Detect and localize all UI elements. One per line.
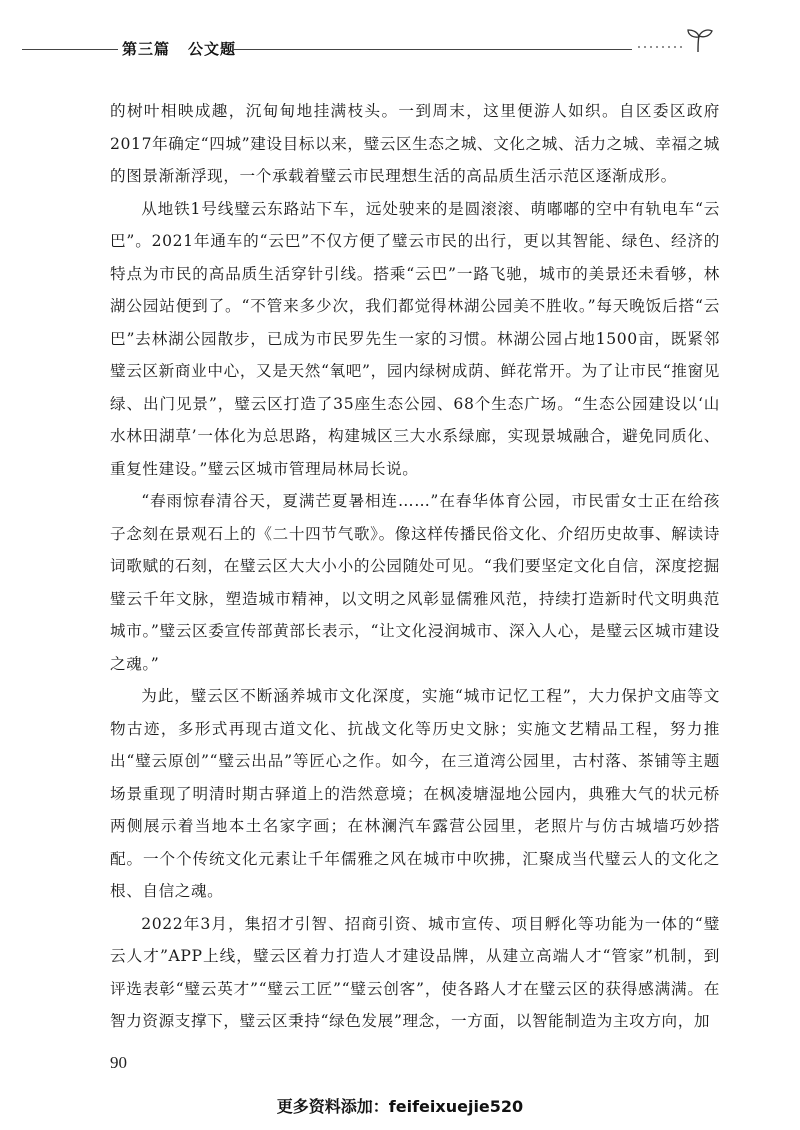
header-dots (636, 44, 686, 50)
footer-note: 更多资料添加：feifeixuejie520 (276, 1097, 524, 1116)
running-header (122, 38, 236, 59)
paragraph: 为此，璧云区不断涵养城市文化深度，实施“城市记忆工程”，大力保护文庙等文物古迹，多形式再现古道文化、抗战文化等历史文脉；实施文艺精品工程，努力推出“璧云原创”“璧云出品”等匠心之作。如今，在三道湾公园里，古村落、茶铺等主题场景重现了明清时期古驿道上的浩然意境；在枫凌塘湿地公园内，典雅大气的状元桥两侧展示着当地本土名家字画；在林澜汽车露营公园里，老照片与仿古城墙巧妙搭配。一个个传统文化元素让千年儒雅之风在城市中吹拂，汇聚成当代璧云人的文化之根、自信之魂。 (110, 687, 720, 900)
paragraph: 的树叶相映成趣，沉甸甸地挂满枝头。一到周末，这里便游人如织。自区委区政府2017年确定“四城”建设目标以来，璧云区生态之城、文化之城、活力之城、幸福之城的图景渐渐浮现，一个承载着璧云市民理想生活的高品质生活示范区逐渐成形。 (110, 102, 720, 185)
header-part: 第三篇 (122, 40, 171, 58)
header-section: 公文题 (188, 40, 237, 58)
sprout-icon (684, 26, 714, 54)
paragraph: 2022年3月，集招才引智、招商引资、城市宣传、项目孵化等功能为一体的“璧云人才”APP上线，璧云区着力打造人才建设品牌，从建立高端人才“管家”机制，到评选表彰“璧云英才”“璧云工匠”“璧云创客”，使各路人才在璧云区的获得感满满。在智力资源支撑下，璧云区秉持“绿色发展”理念，一方面，以智能制造为主攻方向，加 (110, 914, 720, 1030)
header-rule-left (22, 49, 118, 50)
paragraph: 从地铁1号线璧云东路站下车，远处驶来的是圆滚滚、萌嘟嘟的空中有轨电车“云巴”。2021年通车的“云巴”不仅方便了璧云市民的出行，更以其智能、绿色、经济的特点为市民的高品质生活穿针引线。搭乘“云巴”一路飞驰，城市的美景还未看够，林湖公园站便到了。“不管来多少次，我们都觉得林湖公园美不胜收。”每天晚饭后搭“云巴”去林湖公园散步，已成为市民罗先生一家的习惯。林湖公园占地1500亩，既紧邻璧云区新商业中心，又是天然“氧吧”，园内绿树成荫、鲜花常开。为了让市民“推窗见绿、出门见景”，璧云区打造了35座生态公园、68个生态广场。“生态公园建设以‘山水林田湖草’一体化为总思路，构建城区三大水系绿廊，实现景城融合，避免同质化、重复性建设。”璧云区城市管理局林局长说。 (110, 199, 720, 478)
paragraph: “春雨惊春清谷天，夏满芒夏暑相连……”在春华体育公园，市民雷女士正在给孩子念刻在景观石上的《二十四节气歌》。像这样传播民俗文化、介绍历史故事、解读诗词歌赋的石刻，在璧云区大大小小的公园随处可见。“我们要坚定文化自信，深度挖掘璧云千年文脉，塑造城市精神，以文明之风彰显儒雅风范，持续打造新时代文明典范城市。”璧云区委宣传部黄部长表示，“让文化浸润城市、深入人心，是璧云区城市建设之魂。” (110, 492, 720, 673)
article-body (110, 95, 720, 1038)
page-number: 90 (110, 1053, 127, 1072)
header-rule-right (232, 49, 632, 50)
